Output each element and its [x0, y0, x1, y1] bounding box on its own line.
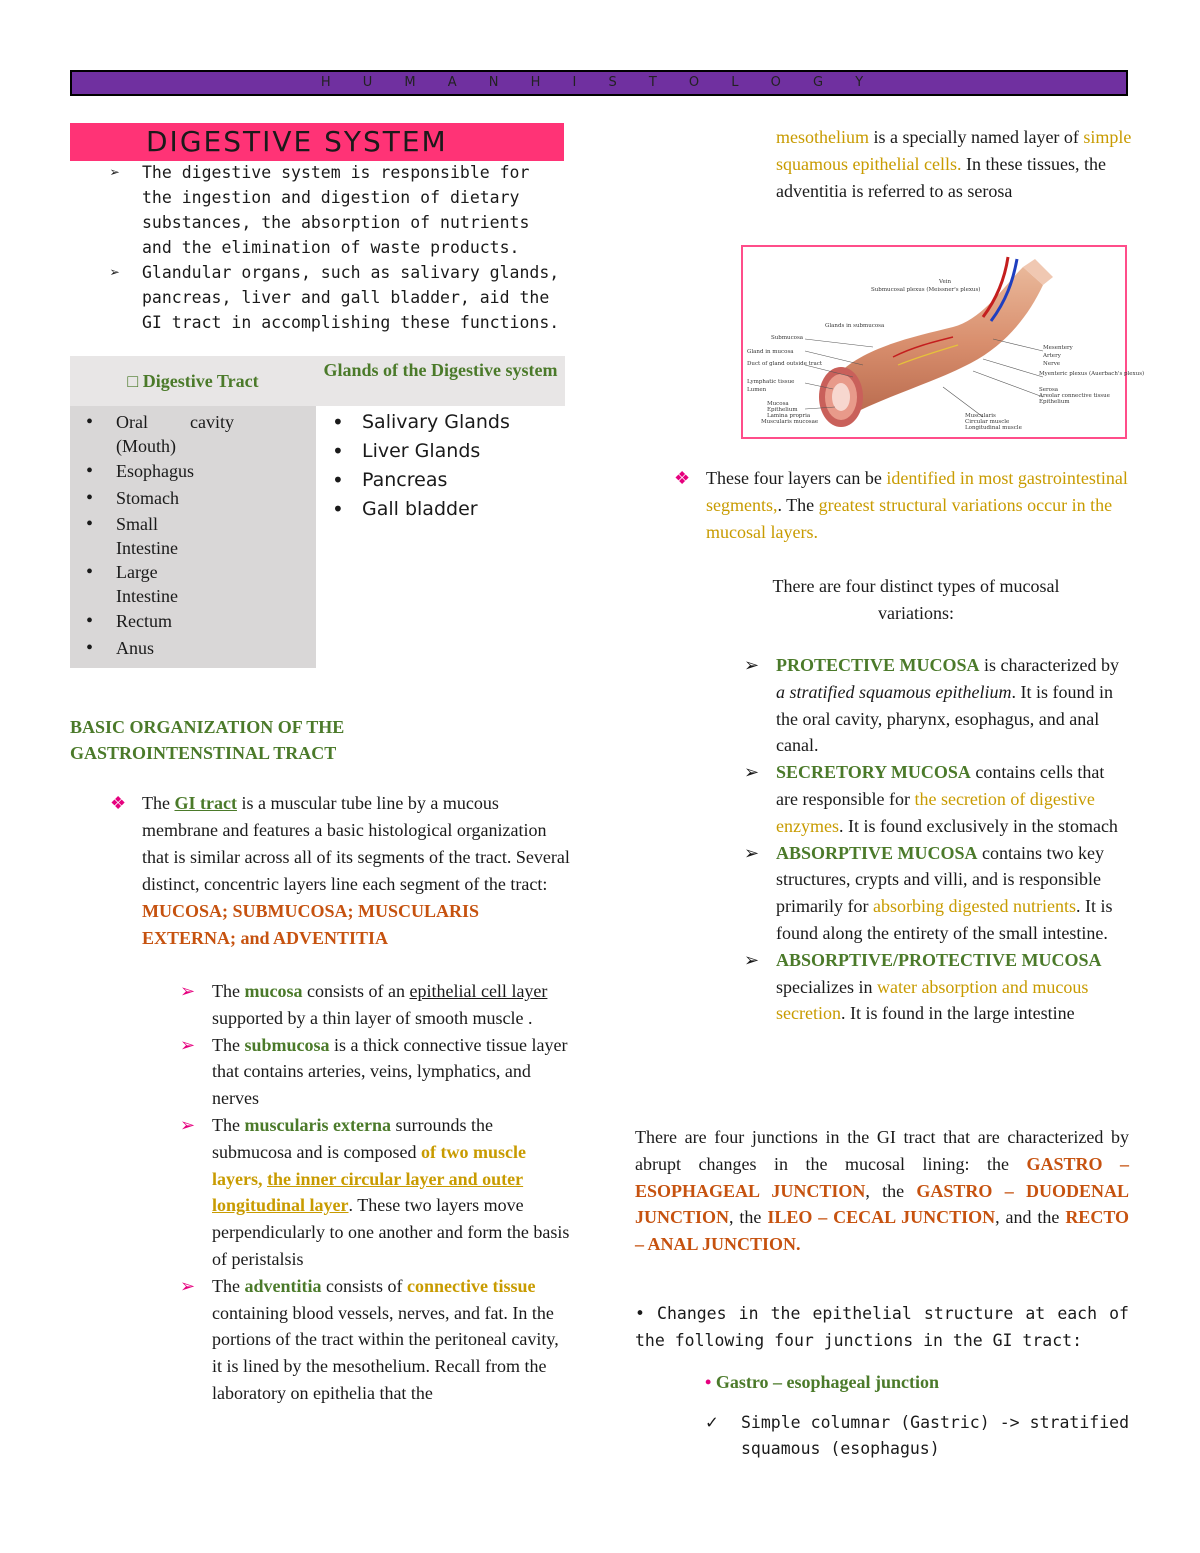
list-item: • Anus	[70, 635, 310, 662]
label-muscularis-mucosae: Muscularis mucosae	[761, 419, 819, 425]
arrow-bullet-icon: ➢	[180, 1275, 196, 1296]
intro-list	[110, 160, 568, 335]
tract-column	[70, 406, 316, 668]
arrow-bullet-icon: ➢	[180, 1034, 196, 1055]
list-item: • Small Intestine	[70, 512, 310, 560]
list-item: • Liver Glands	[316, 437, 565, 466]
mucosa-item: ➢ The mucosa consists of an epithelial cell layer supported by a thin layer of smooth muscle .	[180, 978, 570, 1032]
arrow-bullet-icon: ➢	[110, 163, 120, 182]
check-item: ✓ Simple columnar (Gastric) -> stratified squamous (esophagus)	[705, 1410, 1129, 1462]
intro-item-1: ➢ The digestive system is responsible for the ingestion and digestion of dietary substances, the absorption of nutrients and the elimination of waste products.	[110, 160, 568, 260]
arrow-bullet-icon: ➢	[744, 762, 760, 783]
intro-item-2: ➢ Glandular organs, such as salivary glands, pancreas, liver and gall bladder, aid the GI tract in accomplishing these functions.	[110, 260, 568, 335]
mucosal-variations-list	[744, 652, 1128, 1027]
changes-paragraph: • Changes in the epithelial structure at each of the following four junctions in the GI tract:	[635, 1304, 1129, 1350]
four-layers-paragraph: ❖ These four layers can be identified in most gastrointestinal segments,. The greatest structural variations occur in the mucosal layers.	[674, 465, 1132, 546]
label-lamina-propria: Lamina propria	[767, 413, 811, 419]
label-lumen: Lumen	[747, 387, 767, 393]
glands-list	[316, 406, 565, 524]
list-item: • Gall bladder	[316, 495, 565, 524]
gi-tract-term: GI tract	[174, 793, 237, 813]
checkmark-icon: ✓	[705, 1413, 719, 1432]
gastro-esophageal-heading: • Gastro – esophageal junction	[705, 1372, 939, 1392]
arrow-bullet-icon: ➢	[180, 981, 196, 1001]
layer-details	[180, 978, 570, 1407]
muscularis-item: ➢ The muscularis externa surrounds the submucosa and is composed of two muscle layers, the inner circular layer and outer longitudinal layer. These two layers move perpendicularly to one another and form the basis of peristalsis	[180, 1112, 570, 1273]
label-circular: Circular muscle	[965, 419, 1010, 425]
list-item: • Rectum	[70, 608, 310, 635]
list-item: • Large Intestine	[70, 560, 310, 608]
arrow-bullet-icon: ➢	[744, 949, 760, 970]
label-vein: Vein	[939, 279, 952, 285]
label-duct-gland: Duct of gland outside tract	[747, 361, 823, 367]
arrow-bullet-icon: ➢	[110, 263, 120, 282]
label-mesentery: Mesentery	[1043, 345, 1073, 351]
organ-table	[70, 356, 565, 668]
absorptive-protective-mucosa-item: ➢ ABSORPTIVE/PROTECTIVE MUCOSA specializes in water absorption and mucous secretion. It is found in the large intestine	[744, 947, 1128, 1027]
gi-wall-layers-figure	[741, 245, 1145, 439]
label-muscularis: Muscularis	[965, 413, 996, 419]
section-title: DIGESTIVE SYSTEM	[70, 123, 564, 161]
label-nerve: Nerve	[1043, 361, 1061, 367]
submucosa-item: ➢ The submucosa is a thick connective tissue layer that contains arteries, veins, lymphatics, and nerves	[180, 1032, 570, 1112]
section-heading-basic-organization: BASIC ORGANIZATION OF THE GASTROINTENSTINAL TRACT	[70, 717, 345, 763]
diamond-bullet-icon: ❖	[110, 793, 127, 813]
label-mucosa: Mucosa	[767, 401, 789, 407]
label-submucosal-plexus: Submucosal plexus (Meissner's plexus)	[871, 287, 981, 293]
arrow-bullet-icon: ➢	[744, 842, 760, 863]
gi-tract-item: ❖ The GI tract is a muscular tube line by a mucous membrane and features a basic histological organization that is similar across all of its segments of the tract. Several distinct, concentric layers line each segment of the tract: MUCOSA; SUBMUCOSA; MUSCULARIS EXTERNA; and ADVENTITIA	[110, 790, 570, 952]
layer-list: MUCOSA; SUBMUCOSA; MUSCULARIS EXTERNA; and ADVENTITIA	[142, 901, 480, 948]
glands-column	[316, 406, 565, 668]
course-header-bar	[70, 70, 1128, 96]
list-item: • Salivary Glands	[316, 408, 565, 437]
arrow-bullet-icon: ➢	[744, 655, 760, 675]
table-header-digestive-tract: □ Digestive Tract	[70, 356, 316, 406]
list-item: • Stomach	[70, 485, 310, 512]
label-artery: Artery	[1043, 353, 1061, 359]
junctions-paragraph: There are four junctions in the GI tract that are characterized by abrupt changes in the mucosal lining: the GASTRO – ESOPHAGEAL JUNCTION, the GASTRO – DUODENAL JUNCTION, the ILEO – CECAL JUNCTION, and the RECTO – ANAL JUNCTION.	[635, 1127, 1129, 1255]
label-glands-submucosa: Glands in submucosa	[825, 323, 885, 329]
diamond-bullet-icon: ❖	[674, 468, 691, 488]
list-item: • Pancreas	[316, 466, 565, 495]
arrow-bullet-icon: ➢	[180, 1114, 196, 1135]
label-submucosa: Submucosa	[771, 335, 804, 341]
list-item: • Esophagus	[70, 458, 310, 485]
gi-wall-illustration	[743, 247, 1145, 437]
secretory-mucosa-item: ➢ SECRETORY MUCOSA contains cells that are responsible for the secretion of digestive enzymes. It is found exclusively in the stomach	[744, 759, 1128, 839]
protective-mucosa-item: ➢ PROTECTIVE MUCOSA is characterized by a stratified squamous epithelium. It is found in the oral cavity, pharynx, esophagus, and anal canal.	[744, 652, 1128, 759]
label-gland-mucosa: Gland in mucosa	[747, 349, 794, 355]
label-myenteric: Myenteric plexus (Auerbach's plexus)	[1039, 371, 1145, 377]
label-longitudinal: Longitudinal muscle	[965, 425, 1022, 431]
absorptive-mucosa-item: ➢ ABSORPTIVE MUCOSA contains two key structures, crypts and villi, and is responsible primarily for absorbing digested nutrients. It is found along the entirety of the small intestine.	[744, 840, 1128, 947]
gi-tract-paragraph	[110, 790, 570, 952]
label-epithelium-2: Epithelium	[1039, 399, 1070, 405]
adventitia-item: ➢ The adventitia consists of connective tissue containing blood vessels, nerves, and fat. In the portions of the tract within the peritoneal cavity, it is lined by the mesothelium. Recall from the laboratory on epithelia that the	[180, 1273, 570, 1407]
label-lymphatic: Lymphatic tissue	[747, 379, 795, 385]
table-header-glands: Glands of the Digestive system	[316, 356, 565, 406]
course-header-text: H U M A N H I S T O L O G Y	[320, 75, 878, 90]
list-item: • Oral cavity (Mouth)	[70, 410, 310, 458]
label-serosa: Serosa	[1039, 387, 1059, 393]
label-epithelium: Epithelium	[767, 407, 798, 413]
label-areolar: Areolar connective tissue	[1039, 393, 1110, 399]
variations-intro: There are four distinct types of mucosal variations:	[772, 576, 1060, 623]
tract-list	[70, 406, 310, 662]
mesothelium-paragraph: mesothelium is a specially named layer of simple squamous epithelial cells. In these tissues, the adventitia is referred to as serosa	[776, 127, 1132, 201]
